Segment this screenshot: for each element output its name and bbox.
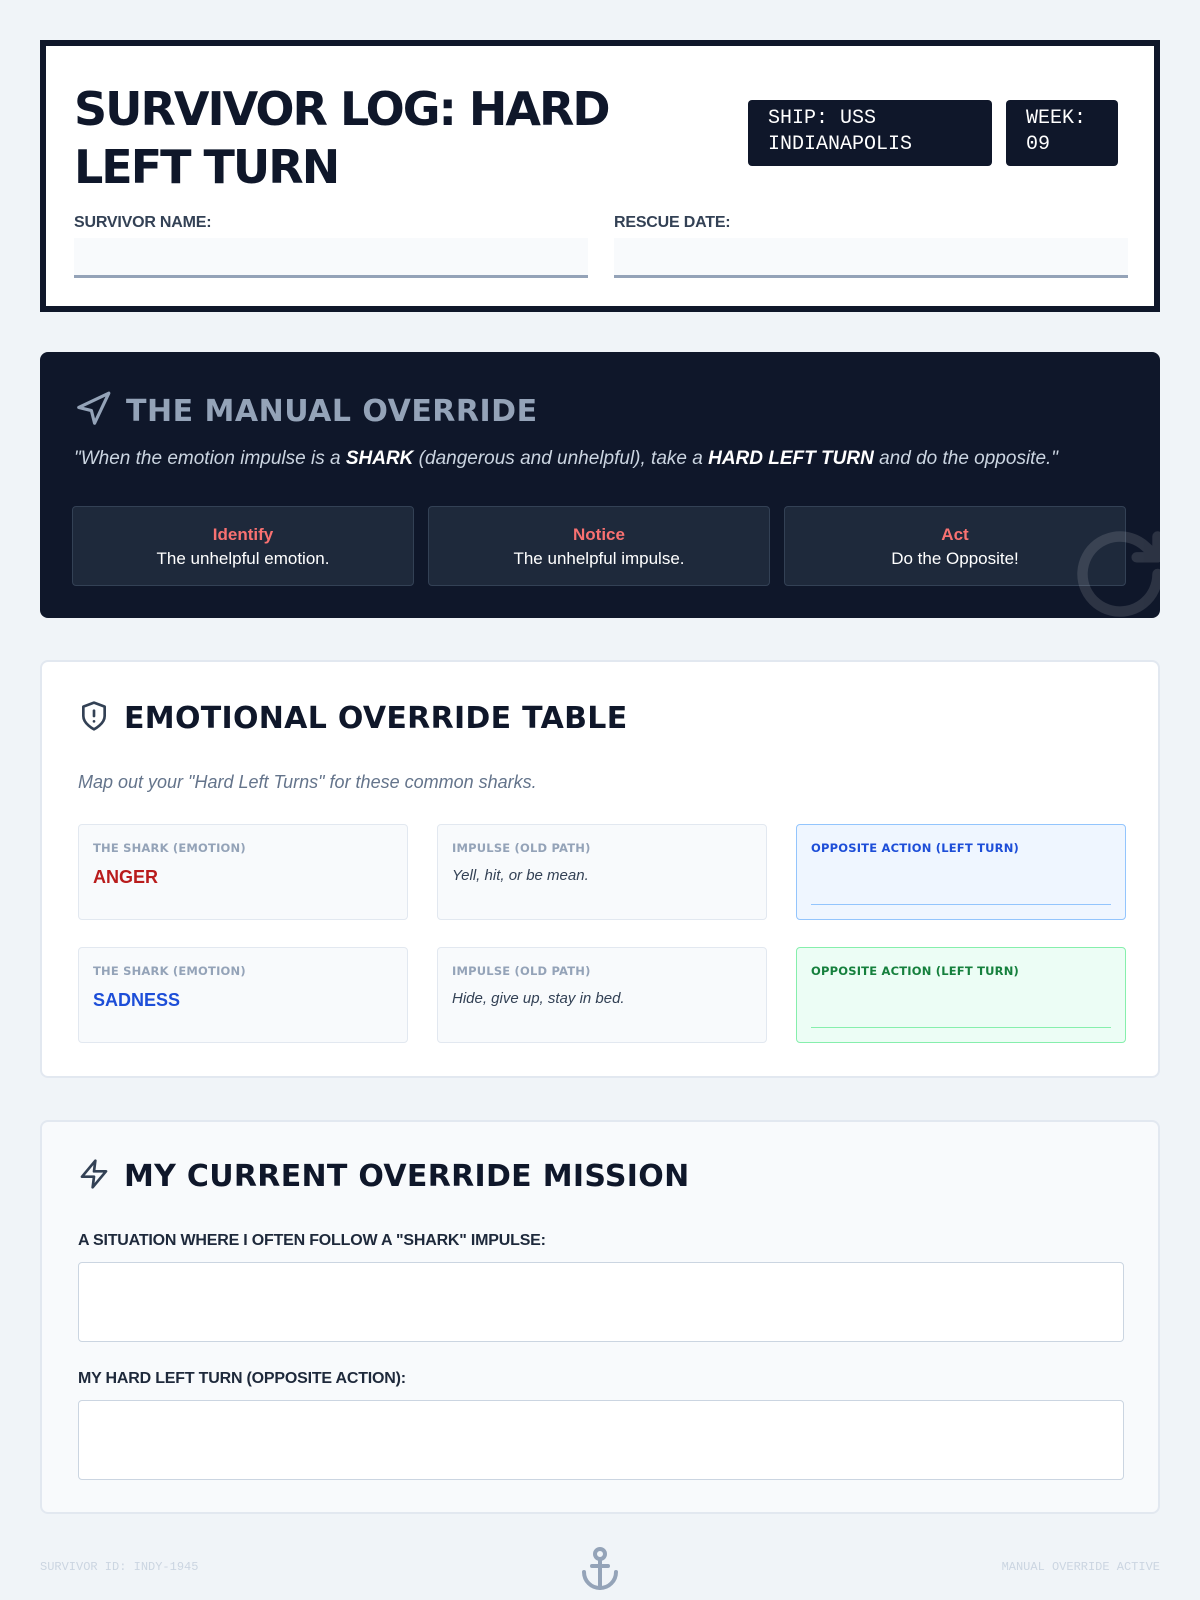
survivor-id: SURVIVOR ID: INDY-1945 — [40, 1560, 199, 1574]
refresh-icon — [1070, 524, 1160, 618]
left-turn-textarea[interactable] — [78, 1400, 1124, 1480]
override-table-header — [78, 700, 628, 737]
manual-override-header — [74, 390, 538, 433]
impulse-cell-anger — [437, 824, 767, 920]
impulse-label: IMPULSE (OLD PATH) — [452, 841, 591, 855]
quote-text-2: (dangerous and unhelpful), take a — [413, 448, 709, 469]
emotion-anger: ANGER — [93, 867, 159, 887]
manual-override-card — [40, 352, 1160, 618]
step-description: The unhelpful emotion. — [156, 549, 330, 568]
opposite-action-label: OPPOSITE ACTION (LEFT TURN) — [811, 964, 1020, 978]
manual-override-title: THE MANUAL OVERRIDE — [126, 394, 538, 429]
rescue-date-input[interactable] — [614, 238, 1128, 278]
quote-text-3: and do the opposite." — [873, 448, 1059, 469]
opposite-action-cell-anger — [796, 824, 1126, 920]
impulse-text: Yell, hit, or be mean. — [452, 867, 589, 884]
week-badge: WEEK: 09 — [1006, 100, 1118, 166]
step-description: Do the Opposite! — [891, 549, 1019, 568]
opposite-action-cell-sadness — [796, 947, 1126, 1043]
impulse-cell-sadness — [437, 947, 767, 1043]
override-mission-card — [40, 1120, 1160, 1514]
impulse-label: IMPULSE (OLD PATH) — [452, 964, 591, 978]
situation-label: A SITUATION WHERE I OFTEN FOLLOW A "SHARK" IMPULSE: — [78, 1232, 546, 1249]
left-turn-label: MY HARD LEFT TURN (OPPOSITE ACTION): — [78, 1370, 406, 1387]
impulse-text: Hide, give up, stay in bed. — [452, 990, 625, 1007]
opposite-action-label: OPPOSITE ACTION (LEFT TURN) — [811, 841, 1020, 855]
step-label: Notice — [573, 525, 625, 544]
manual-override-quote — [74, 448, 1134, 470]
step-label: Act — [941, 525, 969, 544]
ship-badge: SHIP: USS INDIANAPOLIS — [748, 100, 992, 166]
shark-emotion-label: THE SHARK (EMOTION) — [93, 964, 246, 978]
override-table-subtitle: Map out your "Hard Left Turns" for these common sharks. — [78, 772, 537, 792]
override-status: MANUAL OVERRIDE ACTIVE — [1001, 1560, 1160, 1574]
shark-emotion-cell-anger — [78, 824, 408, 920]
rescue-date-label: RESCUE DATE: — [614, 214, 731, 231]
anchor-icon — [576, 1542, 624, 1599]
step-notice — [428, 506, 770, 586]
quote-emphasis-shark: SHARK — [345, 448, 414, 469]
emotional-override-table-card — [40, 660, 1160, 1078]
mission-header — [78, 1158, 689, 1195]
shark-emotion-cell-sadness — [78, 947, 408, 1043]
emotion-sadness: SADNESS — [93, 990, 181, 1010]
header-card — [40, 40, 1160, 312]
page-title: SURVIVOR LOG: HARD LEFT TURN — [74, 82, 609, 194]
opposite-action-input-sadness[interactable] — [811, 994, 1111, 1028]
survivor-name-input[interactable] — [74, 238, 588, 278]
step-label: Identify — [212, 525, 274, 544]
step-identify — [72, 506, 414, 586]
navigation-arrow-icon — [74, 390, 112, 433]
opposite-action-input-anger[interactable] — [811, 871, 1111, 905]
shark-emotion-label: THE SHARK (EMOTION) — [93, 841, 246, 855]
quote-emphasis-left-turn: HARD LEFT TURN — [708, 448, 874, 469]
step-description: The unhelpful impulse. — [513, 549, 685, 568]
survivor-name-label: SURVIVOR NAME: — [74, 214, 212, 231]
mission-title: MY CURRENT OVERRIDE MISSION — [124, 1159, 690, 1194]
situation-textarea[interactable] — [78, 1262, 1124, 1342]
override-table-title: EMOTIONAL OVERRIDE TABLE — [124, 701, 628, 736]
lightning-icon — [78, 1158, 110, 1195]
quote-text-1: "When the emotion impulse is a — [74, 448, 346, 469]
shield-alert-icon — [78, 700, 110, 737]
